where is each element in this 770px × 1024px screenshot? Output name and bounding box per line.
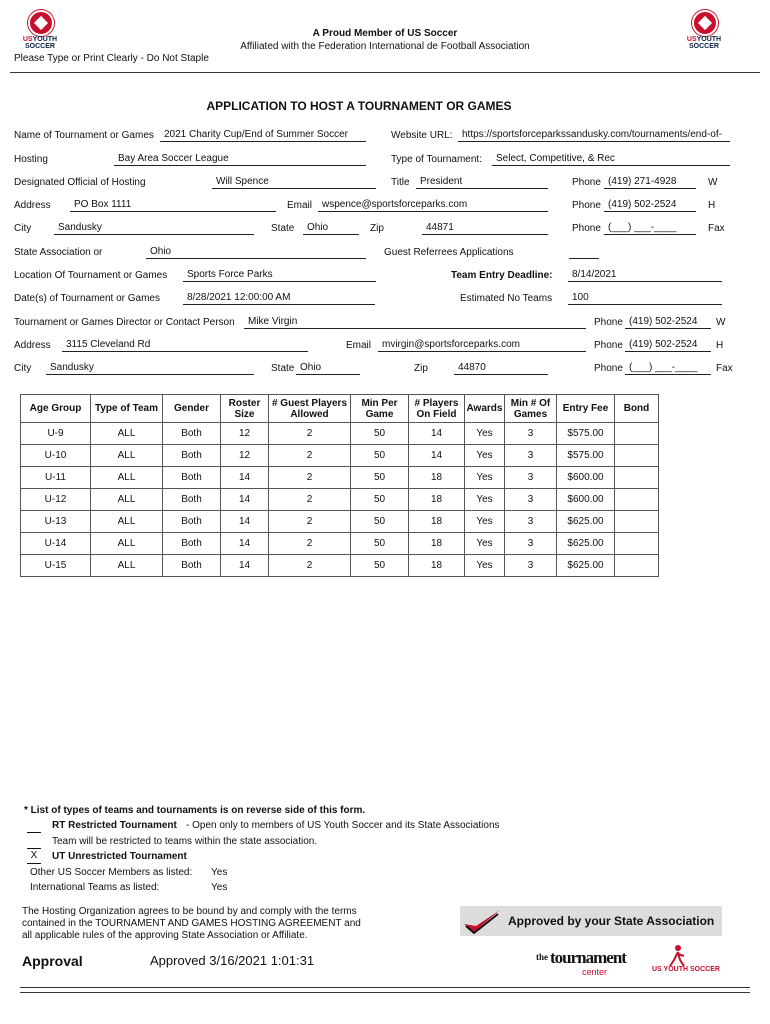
table-cell[interactable]: 14 xyxy=(221,555,269,577)
header-title: A Proud Member of US Soccer xyxy=(312,28,458,39)
guest-ref-field[interactable] xyxy=(569,245,599,259)
table-cell[interactable]: ALL xyxy=(91,511,163,533)
table-cell[interactable]: 18 xyxy=(409,555,465,577)
table-cell[interactable]: 18 xyxy=(409,467,465,489)
table-cell[interactable]: 12 xyxy=(221,445,269,467)
table-cell[interactable]: 2 xyxy=(269,555,351,577)
table-cell[interactable]: U-13 xyxy=(21,511,91,533)
table-cell[interactable]: ALL xyxy=(91,555,163,577)
table-cell[interactable]: Both xyxy=(163,489,221,511)
tournament-center-logo: the tournament center xyxy=(536,948,626,977)
phone-label: Phone xyxy=(594,317,623,328)
table-row xyxy=(21,489,659,511)
rt-desc2: Team will be restricted to teams within the state association. xyxy=(52,836,318,847)
deadline-field[interactable]: 8/14/2021 xyxy=(568,268,722,282)
title-label: Title xyxy=(391,177,410,188)
approval-value: Approved 3/16/2021 1:01:31 xyxy=(150,953,315,968)
table-row xyxy=(21,533,659,555)
table-cell[interactable]: 18 xyxy=(409,511,465,533)
hosting-label: Hosting xyxy=(14,154,48,165)
email-field[interactable]: wspence@sportsforceparks.com xyxy=(318,198,548,212)
header-divider xyxy=(10,72,760,73)
type-tournament-label: Type of Tournament: xyxy=(391,154,482,165)
table-cell[interactable]: Yes xyxy=(465,467,505,489)
table-cell[interactable]: 18 xyxy=(409,489,465,511)
banner-text: Approved by your State Association xyxy=(508,914,715,928)
table-row xyxy=(21,511,659,533)
table-cell[interactable]: 12 xyxy=(221,423,269,445)
table-cell[interactable]: 14 xyxy=(221,511,269,533)
est-no-label: Estimated No Teams xyxy=(460,293,553,304)
table-cell[interactable]: 50 xyxy=(351,555,409,577)
table-cell[interactable]: 3 xyxy=(505,489,557,511)
table-cell[interactable]: ALL xyxy=(91,467,163,489)
form-title: APPLICATION TO HOST A TOURNAMENT OR GAMES xyxy=(206,99,512,113)
w-label: W xyxy=(716,317,726,328)
dir-zip-label: Zip xyxy=(414,363,428,374)
type-tournament-field[interactable]: Select, Competitive, & Rec xyxy=(492,152,730,166)
table-cell[interactable]: 50 xyxy=(351,467,409,489)
us-youth-soccer-logo-left: USYOUTH SOCCER xyxy=(20,10,60,50)
email-label: Email xyxy=(287,200,313,211)
ut-checkbox[interactable]: X xyxy=(27,850,41,864)
table-cell[interactable]: $625.00 xyxy=(557,555,615,577)
phone-h-field[interactable]: (419) 502-2524 xyxy=(604,198,696,212)
instruction-text: Please Type or Print Clearly - Do Not Staple xyxy=(14,53,209,64)
agreement-line2: contained in the TOURNAMENT AND GAMES HOSTING AGREEMENT and xyxy=(22,918,361,929)
table-cell[interactable]: 3 xyxy=(505,555,557,577)
table-header-cell: # Guest Players Allowed xyxy=(269,395,351,423)
dir-email-label: Email xyxy=(346,340,372,351)
location-field[interactable]: Sports Force Parks xyxy=(183,268,376,282)
table-header-cell: Age Group xyxy=(21,395,91,423)
deadline-label: Team Entry Deadline: xyxy=(451,270,553,281)
city-label: City xyxy=(14,223,32,234)
table-cell[interactable] xyxy=(615,533,659,555)
table-cell[interactable]: Yes xyxy=(465,445,505,467)
location-label: Location Of Tournament or Games xyxy=(14,270,168,281)
phone-label: Phone xyxy=(572,223,601,234)
table-cell[interactable]: 2 xyxy=(269,511,351,533)
table-cell[interactable]: Both xyxy=(163,423,221,445)
dir-address-field[interactable]: 3115 Cleveland Rd xyxy=(62,338,308,352)
table-cell[interactable]: Both xyxy=(163,467,221,489)
intl-value: Yes xyxy=(211,882,228,893)
table-cell[interactable] xyxy=(615,511,659,533)
us-youth-soccer-footer-logo: US YOUTH SOCCER xyxy=(652,944,700,980)
table-cell[interactable]: 14 xyxy=(221,467,269,489)
table-cell[interactable]: Yes xyxy=(465,489,505,511)
table-cell[interactable] xyxy=(615,423,659,445)
table-cell[interactable]: 50 xyxy=(351,423,409,445)
table-cell[interactable]: $575.00 xyxy=(557,445,615,467)
table-cell[interactable] xyxy=(615,489,659,511)
website-field[interactable]: https://sportsforceparkssandusky.com/tournaments/end-of- xyxy=(458,128,730,142)
table-cell[interactable]: Yes xyxy=(465,555,505,577)
city-field[interactable]: Sandusky xyxy=(54,221,254,235)
table-cell[interactable]: 2 xyxy=(269,533,351,555)
phone-label: Phone xyxy=(594,363,623,374)
table-header-cell: Type of Team xyxy=(91,395,163,423)
table-cell[interactable]: Both xyxy=(163,511,221,533)
table-cell[interactable]: 2 xyxy=(269,445,351,467)
state-assoc-field[interactable]: Ohio xyxy=(146,245,366,259)
table-cell[interactable]: 2 xyxy=(269,489,351,511)
table-cell[interactable]: U-11 xyxy=(21,467,91,489)
table-row xyxy=(21,445,659,467)
table-header-cell: Gender xyxy=(163,395,221,423)
table-cell[interactable]: 3 xyxy=(505,423,557,445)
director-field[interactable]: Mike Virgin xyxy=(244,315,586,329)
table-cell[interactable]: $600.00 xyxy=(557,489,615,511)
other-label: Other US Soccer Members as listed: xyxy=(30,867,193,878)
dir-state-label: State xyxy=(271,363,295,374)
table-header-cell: Awards xyxy=(465,395,505,423)
divisions-table xyxy=(20,394,659,577)
address-field[interactable]: PO Box 1111 xyxy=(70,198,276,212)
table-cell[interactable]: 3 xyxy=(505,467,557,489)
us-youth-soccer-logo-right: USYOUTH SOCCER xyxy=(684,10,724,50)
phone-label: Phone xyxy=(594,340,623,351)
table-cell[interactable] xyxy=(615,445,659,467)
hosting-field[interactable]: Bay Area Soccer League xyxy=(114,152,366,166)
table-cell[interactable]: Yes xyxy=(465,533,505,555)
table-cell[interactable]: 50 xyxy=(351,489,409,511)
dates-field[interactable]: 8/28/2021 12:00:00 AM xyxy=(183,291,375,305)
dir-city-field[interactable]: Sandusky xyxy=(46,361,254,375)
table-cell[interactable]: 18 xyxy=(409,533,465,555)
table-cell[interactable]: 50 xyxy=(351,445,409,467)
table-cell[interactable]: Yes xyxy=(465,423,505,445)
dir-phone-fax-field[interactable]: (___) ___-____ xyxy=(625,361,711,375)
website-label: Website URL: xyxy=(391,130,453,141)
table-cell[interactable]: ALL xyxy=(91,445,163,467)
phone-fax-field[interactable]: (___) ___-____ xyxy=(604,221,696,235)
intl-label: International Teams as listed: xyxy=(30,882,160,893)
name-label: Name of Tournament or Games xyxy=(14,130,154,141)
table-row xyxy=(21,467,659,489)
table-cell[interactable]: 14 xyxy=(409,423,465,445)
player-icon xyxy=(666,944,686,968)
dates-label: Date(s) of Tournament or Games xyxy=(14,293,160,304)
table-cell[interactable]: Both xyxy=(163,533,221,555)
table-header-cell: Entry Fee xyxy=(557,395,615,423)
table-header-cell: Roster Size xyxy=(221,395,269,423)
table-cell[interactable] xyxy=(615,467,659,489)
designated-label: Designated Official of Hosting xyxy=(14,177,146,188)
phone-w-field[interactable]: (419) 271-4928 xyxy=(604,175,696,189)
dir-email-field[interactable]: mvirgin@sportsforceparks.com xyxy=(378,338,586,352)
other-value: Yes xyxy=(211,867,228,878)
state-field[interactable]: Ohio xyxy=(303,221,359,235)
zip-label: Zip xyxy=(370,223,384,234)
table-cell[interactable]: 50 xyxy=(351,533,409,555)
table-header-cell: Bond xyxy=(615,395,659,423)
dir-phone-h-field[interactable]: (419) 502-2524 xyxy=(625,338,711,352)
table-cell[interactable]: Both xyxy=(163,445,221,467)
table-cell[interactable]: ALL xyxy=(91,423,163,445)
h-label: H xyxy=(716,340,724,351)
table-cell[interactable]: Both xyxy=(163,555,221,577)
table-cell[interactable]: 2 xyxy=(269,467,351,489)
w-label: W xyxy=(708,177,718,188)
list-note: * List of types of teams and tournaments is on reverse side of this form. xyxy=(24,805,366,816)
dir-city-label: City xyxy=(14,363,32,374)
table-row xyxy=(21,423,659,445)
footer-divider-2 xyxy=(20,992,750,993)
table-cell[interactable]: Yes xyxy=(465,511,505,533)
phone-label: Phone xyxy=(572,200,601,211)
table-cell[interactable]: 50 xyxy=(351,511,409,533)
est-no-field[interactable]: 100 xyxy=(568,291,722,305)
state-assoc-label: State Association or xyxy=(14,247,103,258)
fax-label: Fax xyxy=(708,223,725,234)
dir-address-label: Address xyxy=(14,340,51,351)
table-header-cell: # Players On Field xyxy=(409,395,465,423)
table-header-row xyxy=(21,395,659,423)
table-cell[interactable]: $575.00 xyxy=(557,423,615,445)
table-cell[interactable]: 14 xyxy=(409,445,465,467)
approval-label: Approval xyxy=(22,953,83,969)
table-cell[interactable]: ALL xyxy=(91,533,163,555)
header-subtitle: Affiliated with the Federation International de Football Association xyxy=(240,41,530,52)
dir-phone-w-field[interactable]: (419) 502-2524 xyxy=(625,315,711,329)
table-cell[interactable]: U-12 xyxy=(21,489,91,511)
rt-desc: - Open only to members of US Youth Soccer and its State Associations xyxy=(186,820,500,831)
h-label: H xyxy=(708,200,716,211)
table-cell[interactable]: 3 xyxy=(505,511,557,533)
table-cell[interactable]: 14 xyxy=(221,533,269,555)
official-title-field[interactable]: President xyxy=(416,175,548,189)
rt-checkbox[interactable] xyxy=(27,820,41,833)
agreement-line3: all applicable rules of the approving State Association or Affiliate. xyxy=(22,930,308,941)
phone-label: Phone xyxy=(572,177,601,188)
ut-label: UT Unrestricted Tournament xyxy=(52,851,187,862)
fax-label: Fax xyxy=(716,363,733,374)
table-cell[interactable]: $625.00 xyxy=(557,533,615,555)
table-cell[interactable]: $600.00 xyxy=(557,467,615,489)
table-cell[interactable]: $625.00 xyxy=(557,511,615,533)
table-cell[interactable]: U-14 xyxy=(21,533,91,555)
agreement-line1: The Hosting Organization agrees to be bound by and comply with the terms xyxy=(22,906,357,917)
tournament-name-field[interactable]: 2021 Charity Cup/End of Summer Soccer xyxy=(160,128,366,142)
table-cell[interactable]: U-9 xyxy=(21,423,91,445)
director-label: Tournament or Games Director or Contact Person xyxy=(14,317,235,328)
rt-label: RT Restricted Tournament xyxy=(52,820,177,831)
checkmark-swoosh-icon xyxy=(460,906,504,936)
footer-divider xyxy=(20,987,750,988)
table-cell[interactable]: 2 xyxy=(269,423,351,445)
official-field[interactable]: Will Spence xyxy=(212,175,376,189)
table-cell[interactable]: ALL xyxy=(91,489,163,511)
table-cell[interactable] xyxy=(615,555,659,577)
dir-state-field[interactable]: Ohio xyxy=(296,361,360,375)
table-cell[interactable]: 3 xyxy=(505,533,557,555)
table-header-cell: Min Per Game xyxy=(351,395,409,423)
address-label: Address xyxy=(14,200,51,211)
table-row xyxy=(21,555,659,577)
guest-ref-label: Guest Referrees Applications xyxy=(384,247,514,258)
table-cell[interactable]: U-15 xyxy=(21,555,91,577)
zip-field[interactable]: 44871 xyxy=(422,221,548,235)
table-header-cell: Min # Of Games xyxy=(505,395,557,423)
table-cell[interactable]: 14 xyxy=(221,489,269,511)
rt-restrict-checkbox[interactable] xyxy=(27,836,41,849)
state-label: State xyxy=(271,223,295,234)
table-cell[interactable]: 3 xyxy=(505,445,557,467)
table-cell[interactable]: U-10 xyxy=(21,445,91,467)
dir-zip-field[interactable]: 44870 xyxy=(454,361,548,375)
state-association-banner xyxy=(460,906,722,936)
